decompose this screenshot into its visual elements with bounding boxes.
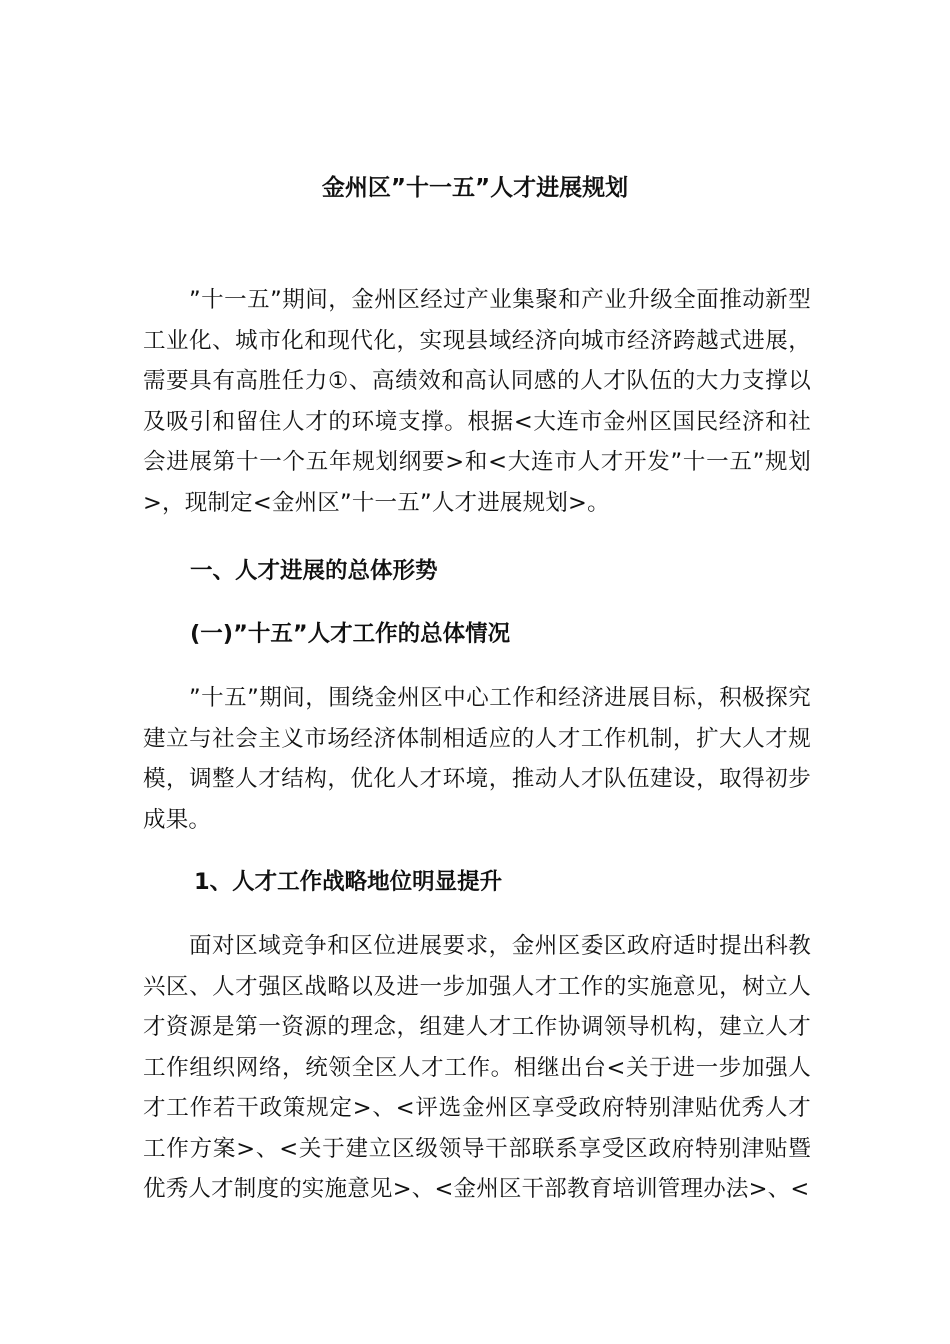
section-heading: 一、人才进展的总体形势 [190, 558, 438, 584]
subsection-paragraph: ”十五”期间，围绕金州区中心工作和经济进展目标，积极探究建立与社会主义市场经济体制相适应的人才工作机制，扩大人才规模，调整人才结构，优化人才环境，推动人才队伍建设，取得初步成果。 [143, 685, 811, 833]
document-title: 金州区”十一五”人才进展规划 [321, 175, 629, 201]
intro-paragraph: ”十一五”期间，金州区经过产业集聚和产业升级全面推动新型工业化、城市化和现代化，实现县域经济向城市经济跨越式进展，需要具有高胜任力①、高绩效和高认同感的人才队伍的大力支撑以及吸引和留住人才的环境支撑。根据<大连市金州区国民经济和社会进展第十一个五年规划纲要>和<大连市人才开发”十一五”规划>，现制定<金州区”十一五”人才进展规划>。 [143, 287, 811, 516]
item-heading: 1、人才工作战略地位明显提升 [194, 869, 503, 895]
subsection-heading: (一)”十五”人才工作的总体情况 [190, 621, 511, 647]
item-paragraph: 面对区域竞争和区位进展要求，金州区委区政府适时提出科教兴区、人才强区战略以及进一步加强人才工作的实施意见，树立人才资源是第一资源的理念，组建人才工作协调领导机构，建立人才工作组织网络，统领全区人才工作。相继出台<关于进一步加强人才工作若干政策规定>、<评选金州区享受政府特别津贴优秀人才工作方案>、<关于建立区级领导干部联系享受区政府特别津贴暨优秀人才制度的实施意见>、<金州区干部教育培训管理办法>、< [143, 933, 811, 1202]
